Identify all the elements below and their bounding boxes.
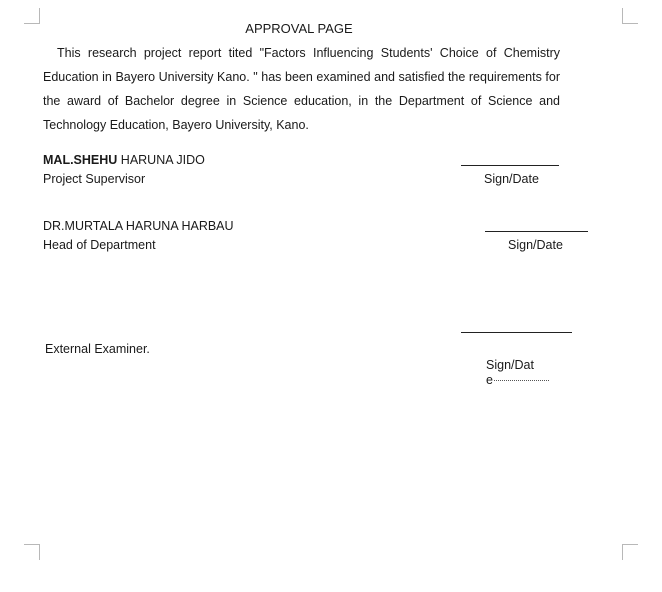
hod-sign-date-label: Sign/Date — [508, 238, 563, 252]
supervisor-name — [43, 153, 205, 167]
supervisor-role: Project Supervisor — [43, 172, 146, 186]
supervisor-signature-line — [461, 165, 559, 166]
external-sign-date-label-line1: Sign/Dat — [486, 358, 534, 372]
corner-mark-bottom-right — [622, 544, 638, 560]
external-sign-date-label-end: e — [486, 373, 493, 387]
corner-mark-bottom-left — [24, 544, 40, 560]
approval-paragraph: This research project report tited "Factors Influencing Students' Choice of Chemistry Education in Bayero University Kano. " has been examined and satisfied the requirements for the award of Bachelor degree in Science education, in the Department of Science and Technology Education, Bayero University, Kano. — [43, 46, 560, 132]
supervisor-name-bold: MAL.SHEHU — [43, 153, 118, 167]
hod-role: Head of Department — [43, 238, 156, 252]
hod-signature-line — [485, 231, 588, 232]
corner-mark-top-right — [622, 8, 638, 24]
supervisor-name-rest: HARUNA JIDO — [117, 153, 205, 167]
external-examiner-role: External Examiner. — [45, 342, 150, 356]
page-title: APPROVAL PAGE — [245, 21, 353, 36]
supervisor-sign-date-label: Sign/Date — [484, 172, 539, 186]
external-sign-date-label-line2 — [486, 373, 549, 387]
external-dotted-line — [494, 380, 549, 381]
hod-name: DR.MURTALA HARUNA HARBAU — [43, 219, 234, 233]
external-signature-line — [461, 332, 572, 333]
